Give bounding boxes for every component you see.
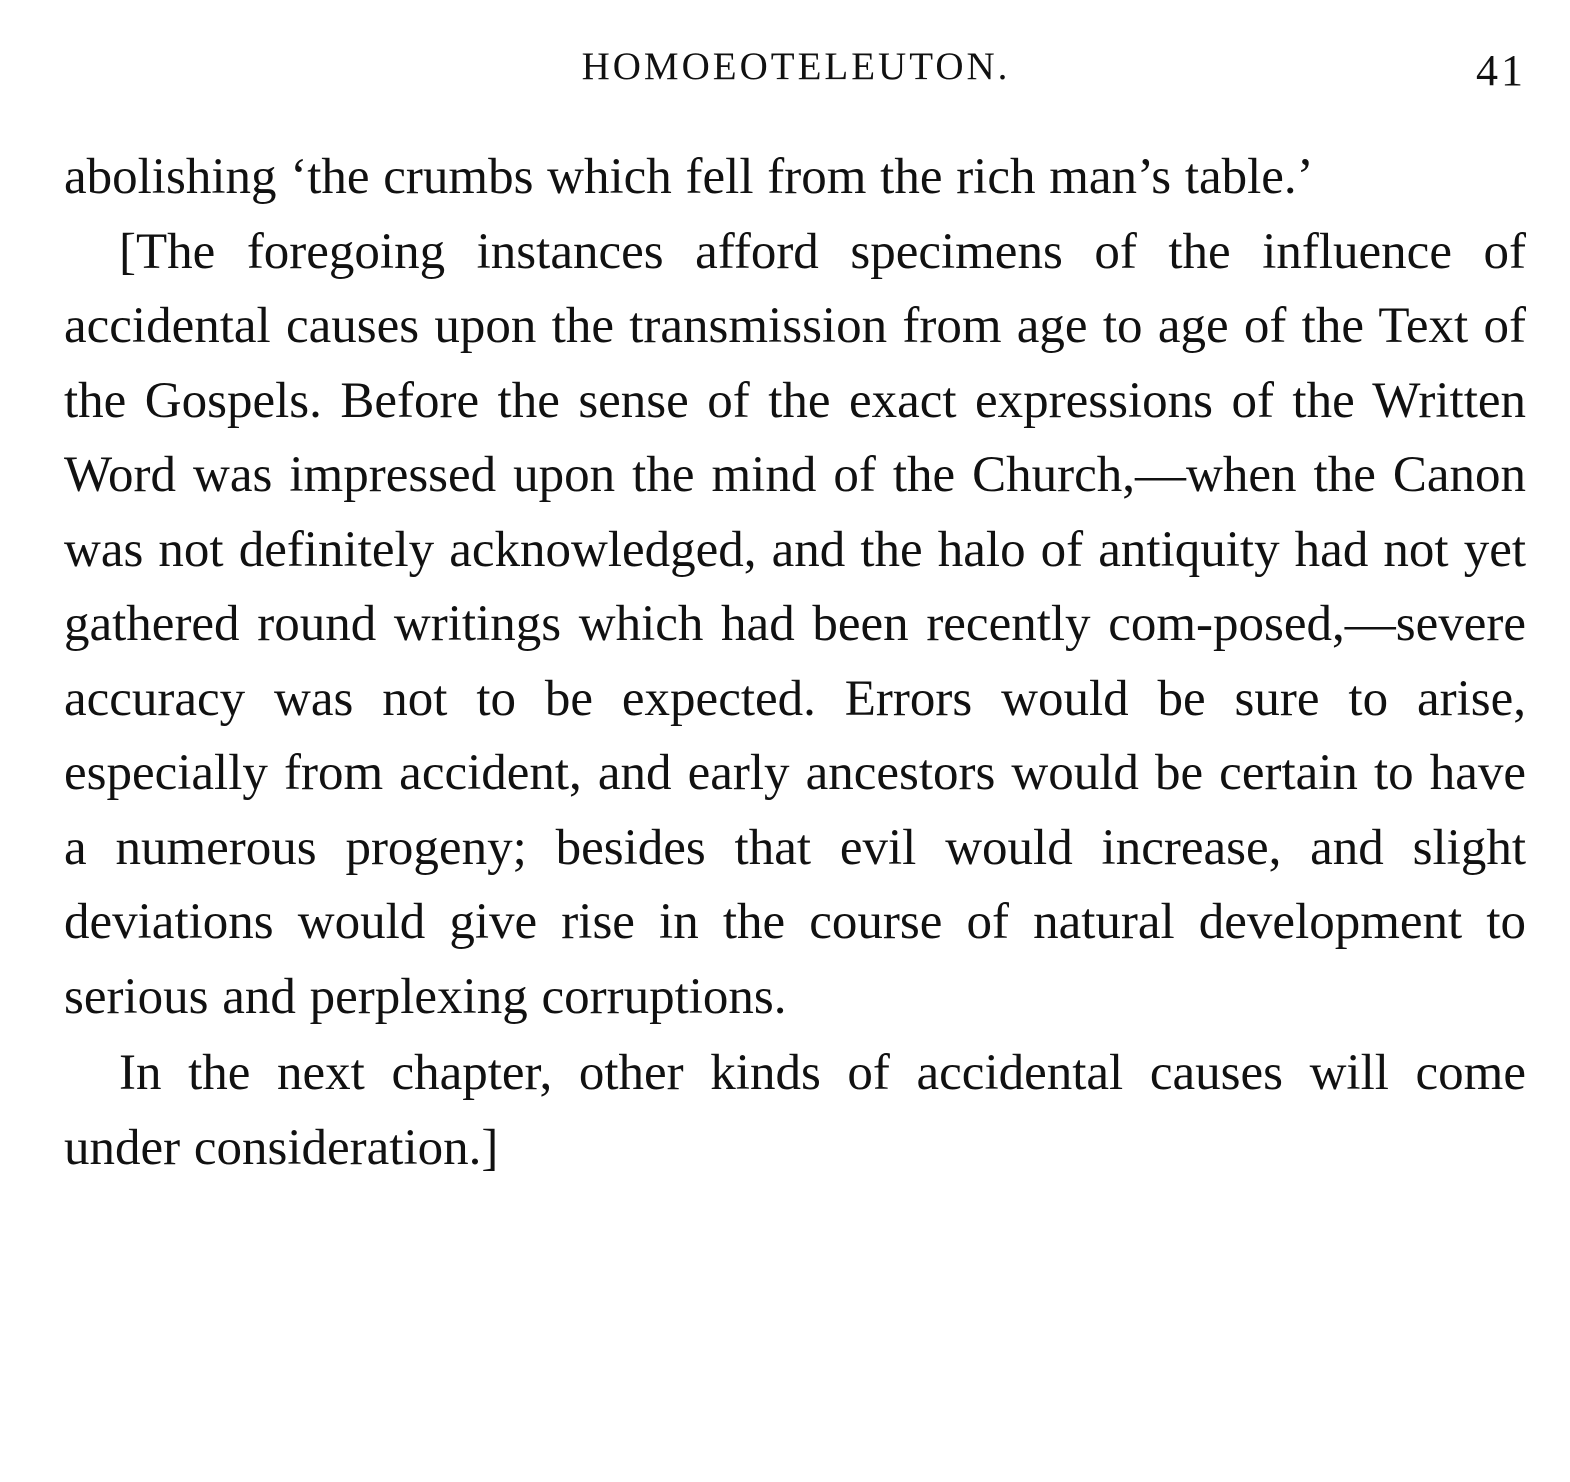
running-title: HOMOEOTELEUTON. xyxy=(581,45,1011,88)
paragraph-next-chapter: In the next chapter, other kinds of accidental causes will come under consideration.] xyxy=(64,1045,1526,1176)
body-text xyxy=(64,140,1526,1185)
paragraph-continuation: abolishing ‘the crumbs which fell from the rich man’s table.’ xyxy=(64,149,1314,205)
page-number: 41 xyxy=(1476,46,1526,95)
running-header xyxy=(66,40,1526,100)
paragraph-foregoing-instances: [The foregoing instances afford specimens of the influence of accidental causes upon the transmission from age to age of the Text of the Gospels. Before the sense of the exact expressions of the Written Word was impressed upon the mind of the Church,—when the Canon was not definitely acknowledged, and the halo of antiquity had not yet gathered round writings which had been recently com-posed,—severe accuracy was not to be expected. Errors would be sure to arise, especially from accident, and early ancestors would be certain to have a numerous progeny; besides that evil would increase, and slight deviations would give rise in the course of natural development to serious and perplexing corruptions. xyxy=(64,223,1526,1025)
